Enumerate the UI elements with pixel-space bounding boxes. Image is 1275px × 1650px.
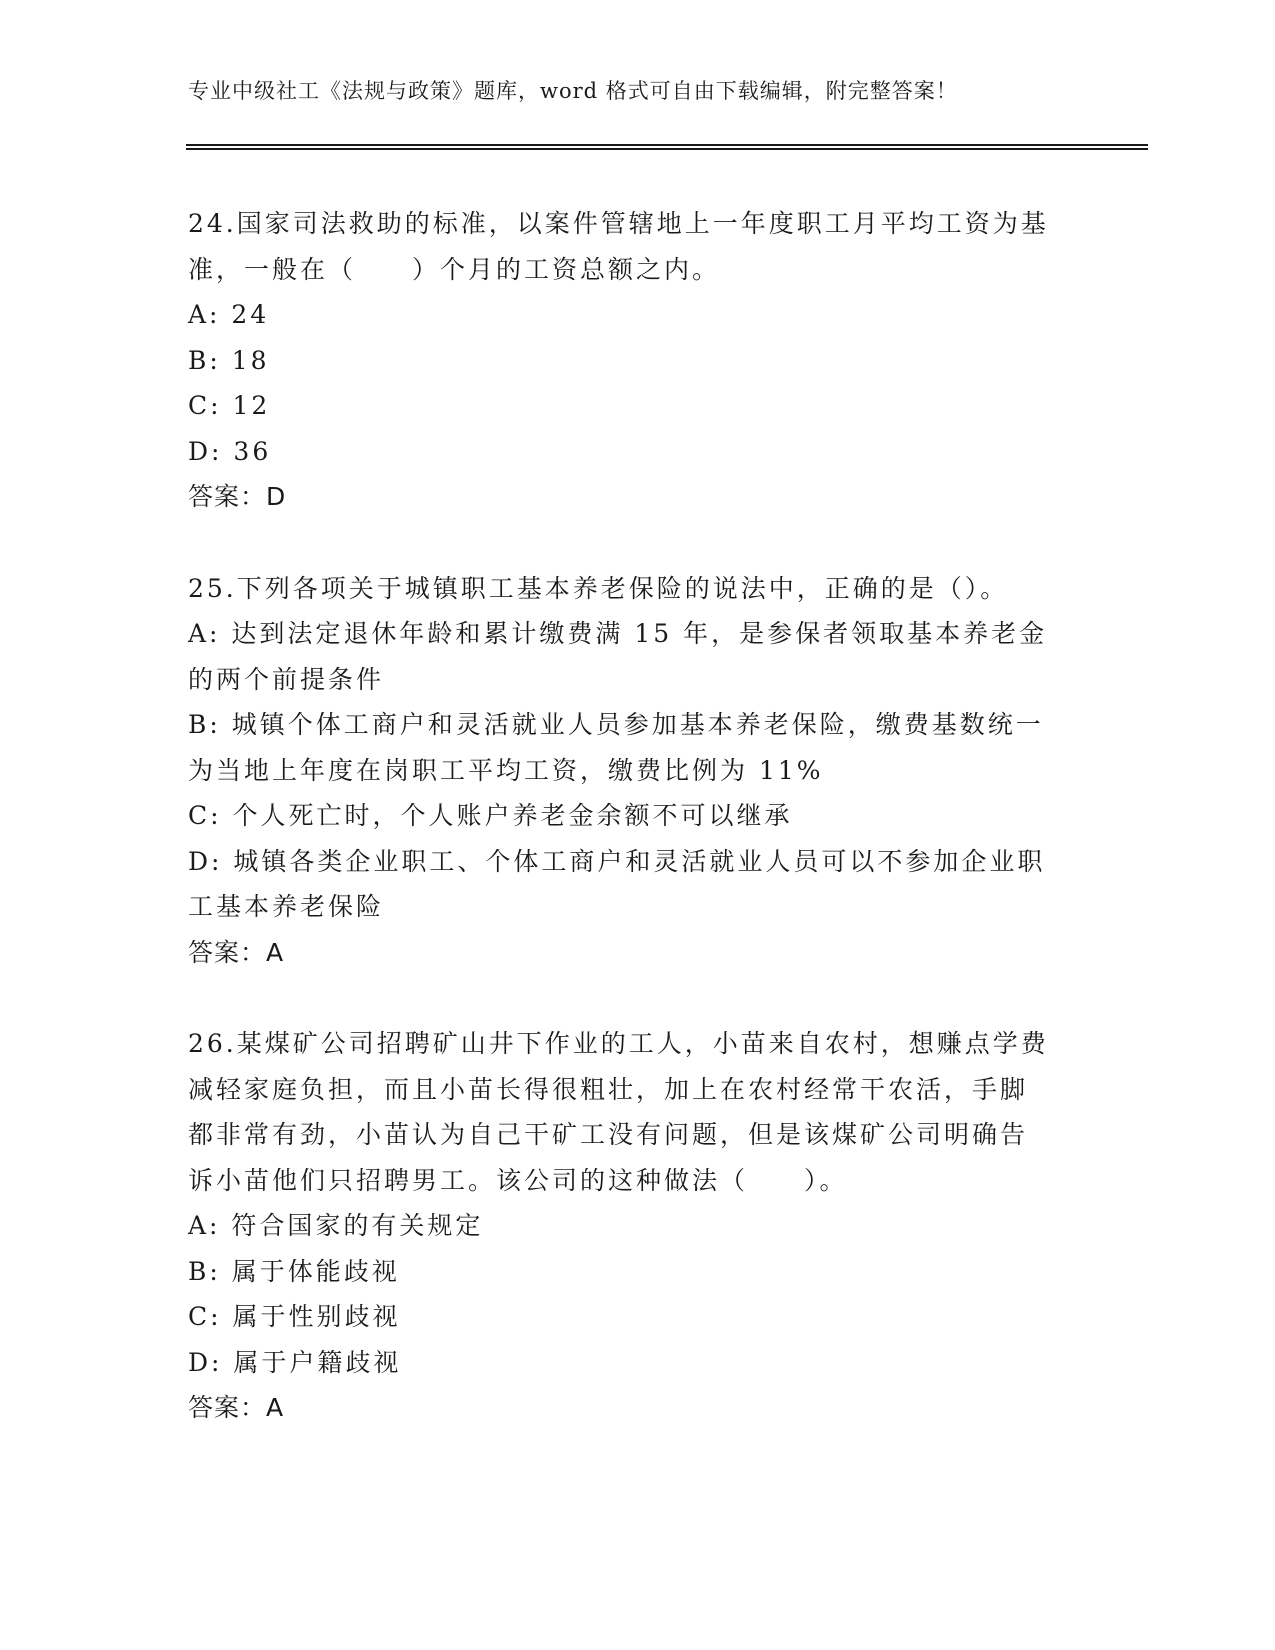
- option-b: B: 属于体能歧视: [188, 1256, 400, 1286]
- question-stem-line: 26.某煤矿公司招聘矿山井下作业的工人，小苗来自农村，想赚点学费: [188, 1029, 1049, 1058]
- option-a: A: 24: [188, 300, 270, 329]
- question-stem-line: 准，一般在（ ）个月的工资总额之内。: [188, 254, 721, 284]
- answer-label: 答案：A: [188, 1393, 285, 1422]
- answer-label: 答案：D: [188, 482, 287, 511]
- page-header: 专业中级社工《法规与政策》题库，word 格式可自由下载编辑，附完整答案！: [188, 79, 958, 103]
- header-divider: [186, 144, 1148, 150]
- option-a: A: 达到法定退休年龄和累计缴费满 15 年，是参保者领取基本养老金: [188, 619, 1048, 648]
- answer-label: 答案：A: [188, 937, 285, 967]
- option-c: C: 12: [188, 391, 271, 420]
- option-b: B: 18: [188, 345, 270, 375]
- question-stem-line: 减轻家庭负担，而且小苗长得很粗壮，加上在农村经常干农活，手脚: [188, 1074, 1029, 1104]
- question-list: [188, 201, 1088, 1477]
- question-26: [188, 1021, 1088, 1431]
- option-b-continued: 为当地上年度在岗职工平均工资，缴费比例为 11%: [188, 755, 824, 785]
- option-d-continued: 工基本养老保险: [188, 892, 385, 921]
- question-stem-line: 24.国家司法救助的标准，以案件管辖地上一年度职工月平均工资为基: [188, 209, 1049, 238]
- question-25: [188, 566, 1088, 976]
- question-24: [188, 201, 1088, 520]
- option-c: C: 属于性别歧视: [188, 1302, 401, 1331]
- option-b: B: 城镇个体工商户和灵活就业人员参加基本养老保险，缴费基数统一: [188, 710, 1044, 739]
- option-a-continued: 的两个前提条件: [188, 664, 385, 694]
- option-d: D: 36: [188, 436, 272, 466]
- question-stem-line: 诉小苗他们只招聘男工。该公司的这种做法（ ）。: [188, 1165, 848, 1195]
- option-d: D: 属于户籍歧视: [188, 1347, 402, 1377]
- option-d: D: 城镇各类企业职工、个体工商户和灵活就业人员可以不参加企业职: [188, 846, 1046, 876]
- question-stem-line: 都非常有劲，小苗认为自己干矿工没有问题，但是该煤矿公司明确告: [188, 1120, 1029, 1149]
- option-c: C: 个人死亡时，个人账户养老金余额不可以继承: [188, 801, 793, 830]
- question-stem-line: 25.下列各项关于城镇职工基本养老保险的说法中，正确的是（）。: [188, 573, 1009, 603]
- option-a: A: 符合国家的有关规定: [188, 1211, 484, 1240]
